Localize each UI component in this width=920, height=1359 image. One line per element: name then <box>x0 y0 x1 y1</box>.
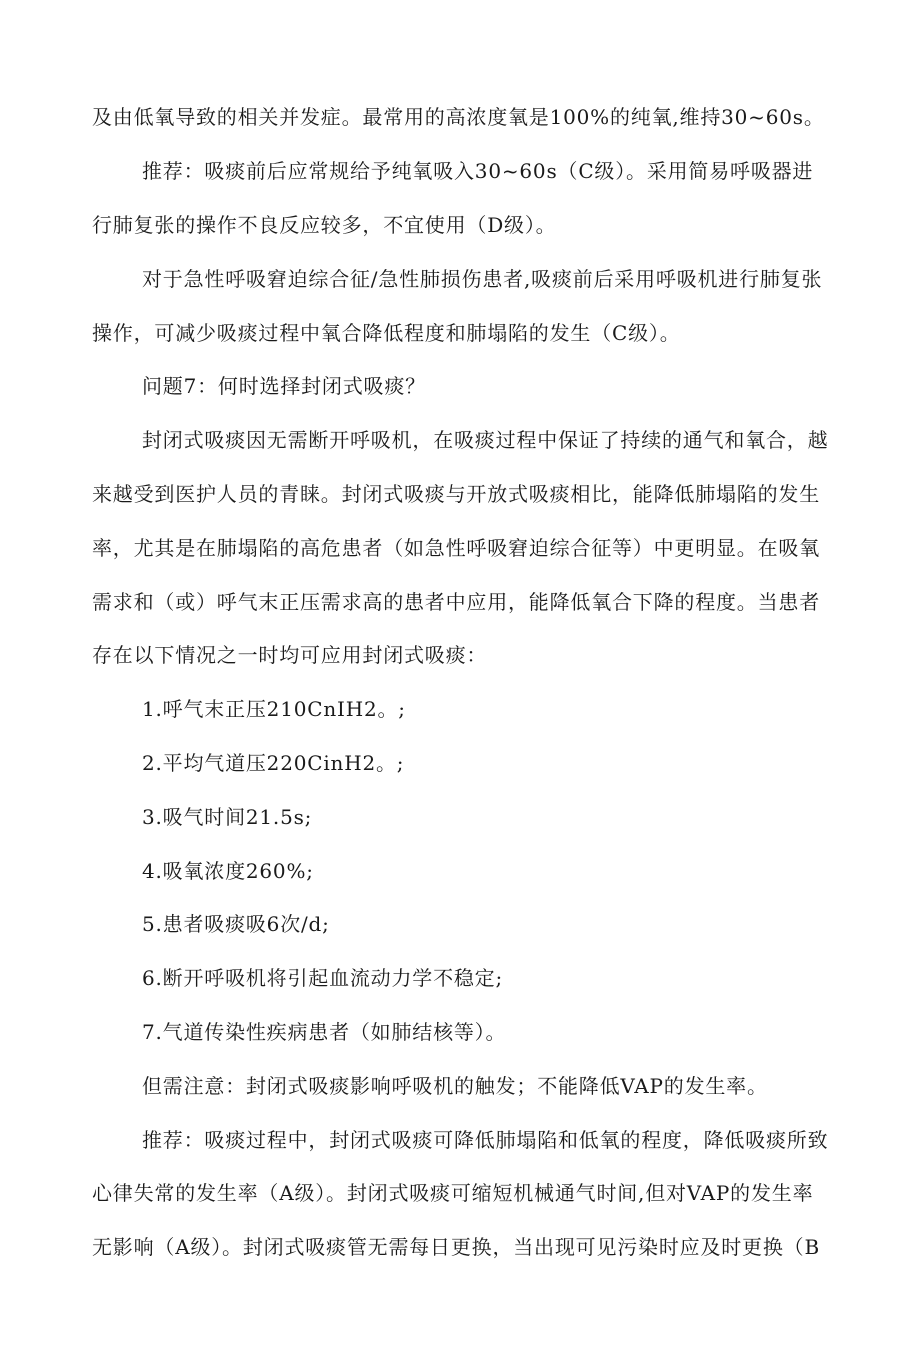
text-line: 率，尤其是在肺塌陷的高危患者（如急性呼吸窘迫综合征等）中更明显。在吸氧 <box>92 536 820 560</box>
text-line: 推荐：吸痰过程中，封闭式吸痰可降低肺塌陷和低氧的程度，降低吸痰所致 <box>142 1128 829 1152</box>
text-line: 无影响（A级）。封闭式吸痰管无需每日更换，当出现可见污染时应及时更换（B <box>92 1235 820 1259</box>
list-item: 6.断开呼吸机将引起血流动力学不稳定; <box>142 966 504 990</box>
text-line: 但需注意：封闭式吸痰影响呼吸机的触发；不能降低VAP的发生率。 <box>142 1074 768 1098</box>
text-line: 存在以下情况之一时均可应用封闭式吸痰： <box>92 643 488 667</box>
list-item: 5.患者吸痰吸6次/d; <box>142 912 330 936</box>
text-line: 行肺复张的操作不良反应较多，不宜使用（D级）。 <box>92 213 557 237</box>
text-line: 及由低氧导致的相关并发症。最常用的高浓度氧是100%的纯氧,维持30~60s。 <box>92 105 825 129</box>
text-line: 推荐：吸痰前后应常规给予纯氧吸入30~60s（C级）。采用简易呼吸器进 <box>142 159 814 183</box>
text-line: 来越受到医护人员的青睐。封闭式吸痰与开放式吸痰相比，能降低肺塌陷的发生 <box>92 482 820 506</box>
list-item: 1.呼气末正压210CnIH2。; <box>142 697 406 721</box>
text-line: 对于急性呼吸窘迫综合征/急性肺损伤患者,吸痰前后采用呼吸机进行肺复张 <box>142 267 823 291</box>
text-line: 需求和（或）呼气末正压需求高的患者中应用，能降低氧合下降的程度。当患者 <box>92 590 820 614</box>
text-line: 封闭式吸痰因无需断开呼吸机，在吸痰过程中保证了持续的通气和氧合，越 <box>142 428 829 452</box>
list-item: 7.气道传染性疾病患者（如肺结核等）。 <box>142 1020 507 1044</box>
text-line: 心律失常的发生率（A级）。封闭式吸痰可缩短机械通气时间,但对VAP的发生率 <box>92 1181 814 1205</box>
section-question: 问题7：何时选择封闭式吸痰？ <box>142 374 426 398</box>
text-line: 操作，可减少吸痰过程中氧合降低程度和肺塌陷的发生（C级）。 <box>92 321 681 345</box>
list-item: 4.吸氧浓度260%; <box>142 859 314 883</box>
list-item: 3.吸气时间21.5s; <box>142 805 313 829</box>
list-item: 2.平均气道压220CinH2。; <box>142 751 405 775</box>
